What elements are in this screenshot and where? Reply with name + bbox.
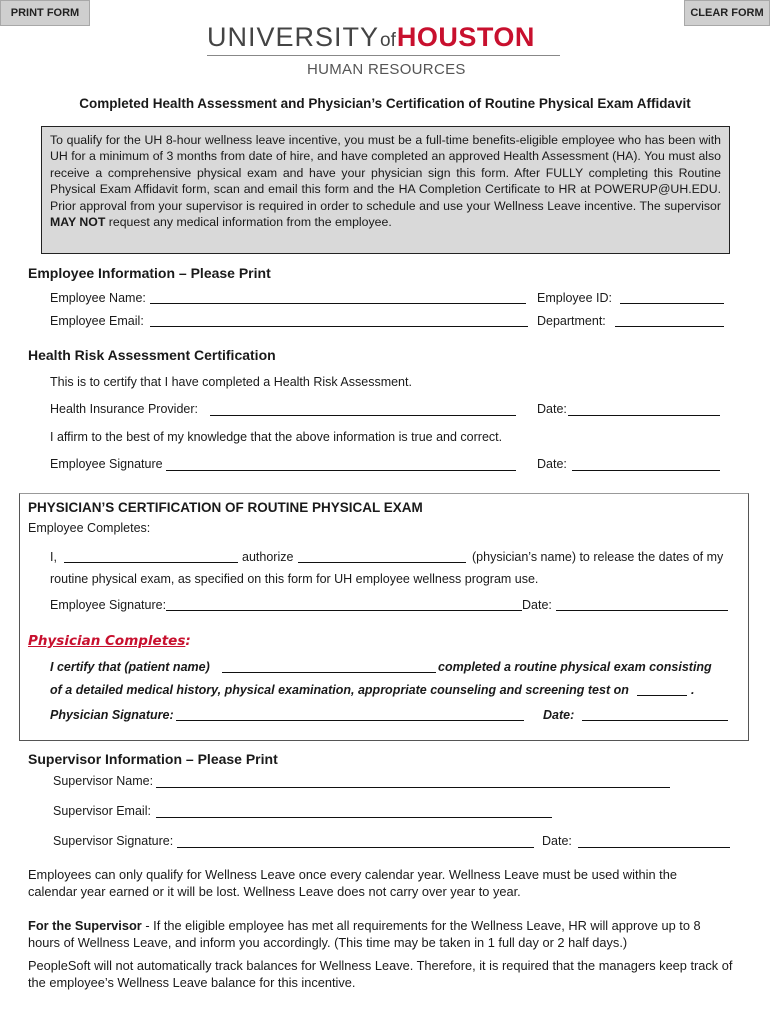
screening-test-date-field[interactable] [637,695,687,696]
employee-email-field[interactable] [150,326,528,327]
department-field[interactable] [615,326,724,327]
i-label: I, [50,550,57,564]
employee-name-field[interactable] [150,303,526,304]
hra-certify-text: This is to certify that I have completed a Health Risk Assessment. [50,375,412,389]
physician-cert-heading: PHYSICIAN’S CERTIFICATION OF ROUTINE PHYSICAL EXAM [28,500,423,515]
intro-notice-box [41,126,730,254]
physician-completes-colon: : [185,633,191,649]
hra-signature-date-field[interactable] [572,470,720,471]
supervisor-note-text: - If the eligible employee has met all requirements for the Wellness Leave, HR will approve up to 8 hours of Wellness Leave, and inform you accordingly. (This time may be taken in 1 full day or 2 half days.) [28,918,701,950]
physician-name-field[interactable] [298,562,466,563]
hra-heading: Health Risk Assessment Certification [28,347,276,363]
physician-employee-signature-field[interactable] [166,610,522,611]
supervisor-date-field[interactable] [578,847,730,848]
university-logo [207,22,535,53]
intro-text-bold: MAY NOT [50,215,106,230]
logo-university-text: UNIVERSITY [207,22,380,52]
physician-signature-field[interactable] [176,720,524,721]
hra-affirm-text: I affirm to the best of my knowledge that the above information is true and correct. [50,430,503,444]
logo-divider [207,55,560,56]
supervisor-date-label: Date: [542,834,572,848]
logo-of-text: of [380,30,396,51]
hra-date-field[interactable] [568,415,720,416]
completed-exam-text: completed a routine physical exam consisting [438,660,712,674]
supervisor-name-field[interactable] [156,787,670,788]
wellness-leave-policy-text: Employees can only qualify for Wellness Leave once every calendar year. Wellness Leave must be used within the calendar year earned or it will be lost. Wellness Leave does not carry over year to year. [28,867,677,899]
physician-completes-heading [28,632,191,650]
employee-id-label: Employee ID: [537,291,613,305]
employee-id-field[interactable] [620,303,724,304]
physician-employee-signature-label: Employee Signature: [50,598,167,612]
supervisor-name-label: Supervisor Name: [53,774,154,788]
physician-date-label: Date: [543,708,575,722]
authorize-text-line2: routine physical exam, as specified on this form for UH employee wellness program use. [50,572,539,586]
supervisor-email-label: Supervisor Email: [53,804,151,818]
supervisor-note [28,917,718,951]
physician-date-field[interactable] [582,720,728,721]
hra-signature-date-label: Date: [537,457,567,471]
supervisor-email-field[interactable] [156,817,552,818]
peoplesoft-note: PeopleSoft will not automatically track balances for Wellness Leave. Therefore, it is required that the managers keep track of the employee’s Wellness Leave balance for this incentive. [28,958,733,990]
certify-patient-label: I certify that (patient name) [50,660,210,674]
physician-employee-date-field[interactable] [556,610,728,611]
intro-text-part1: To qualify for the UH 8-hour wellness leave incentive, you must be a full-time benefits-eligible employee who has been with UH for a minimum of 3 months from date of hire, and have completed an approved Health Assessment (HA). You must also receive a comprehensive physical exam and have your physician sign this form. After FULLY completing this Routine Physical Exam Affidavit form, scan and email this form and the HA Completion Certificate to HR at POWERUP@UH.EDU. Prior approval from your supervisor is required in order to schedule and use your Wellness Leave incentive. The supervisor [50,133,721,213]
logo-department-text: HUMAN RESOURCES [307,61,466,78]
supervisor-note-bold: For the Supervisor [28,918,142,933]
insurance-provider-label: Health Insurance Provider: [50,402,198,416]
supervisor-signature-field[interactable] [177,847,534,848]
employee-email-label: Employee Email: [50,314,144,328]
supervisor-info-heading: Supervisor Information – Please Print [28,751,278,767]
supervisor-signature-label: Supervisor Signature: [53,834,174,848]
hra-date-label: Date: [537,402,567,416]
print-form-button[interactable]: PRINT FORM [0,0,90,26]
document-title: Completed Health Assessment and Physician’s Certification of Routine Physical Exam Affidavit [79,96,691,111]
logo-houston-text: HOUSTON [396,22,535,52]
employee-completes-label: Employee Completes: [28,521,151,535]
intro-text-part2: request any medical information from the employee. [105,215,392,230]
clear-form-button[interactable]: CLEAR FORM [684,0,770,26]
exam-detail-period: . [691,683,695,697]
physician-name-text: (physician’s name) to release the dates of my [472,550,724,564]
physician-signature-label: Physician Signature: [50,708,174,722]
authorize-text: authorize [242,550,294,564]
physician-employee-date-label: Date: [522,598,552,612]
employee-signature-field[interactable] [166,470,516,471]
insurance-provider-field[interactable] [210,415,516,416]
patient-name-field[interactable] [222,672,436,673]
exam-detail-text: of a detailed medical history, physical examination, appropriate counseling and screening test on [50,683,629,697]
employee-signature-label: Employee Signature [50,457,163,471]
employee-info-heading: Employee Information – Please Print [28,265,271,281]
employee-name-label: Employee Name: [50,291,146,305]
department-label: Department: [537,314,606,328]
physician-completes-label: Physician Completes [28,633,186,649]
employee-name-authorize-field[interactable] [64,562,238,563]
